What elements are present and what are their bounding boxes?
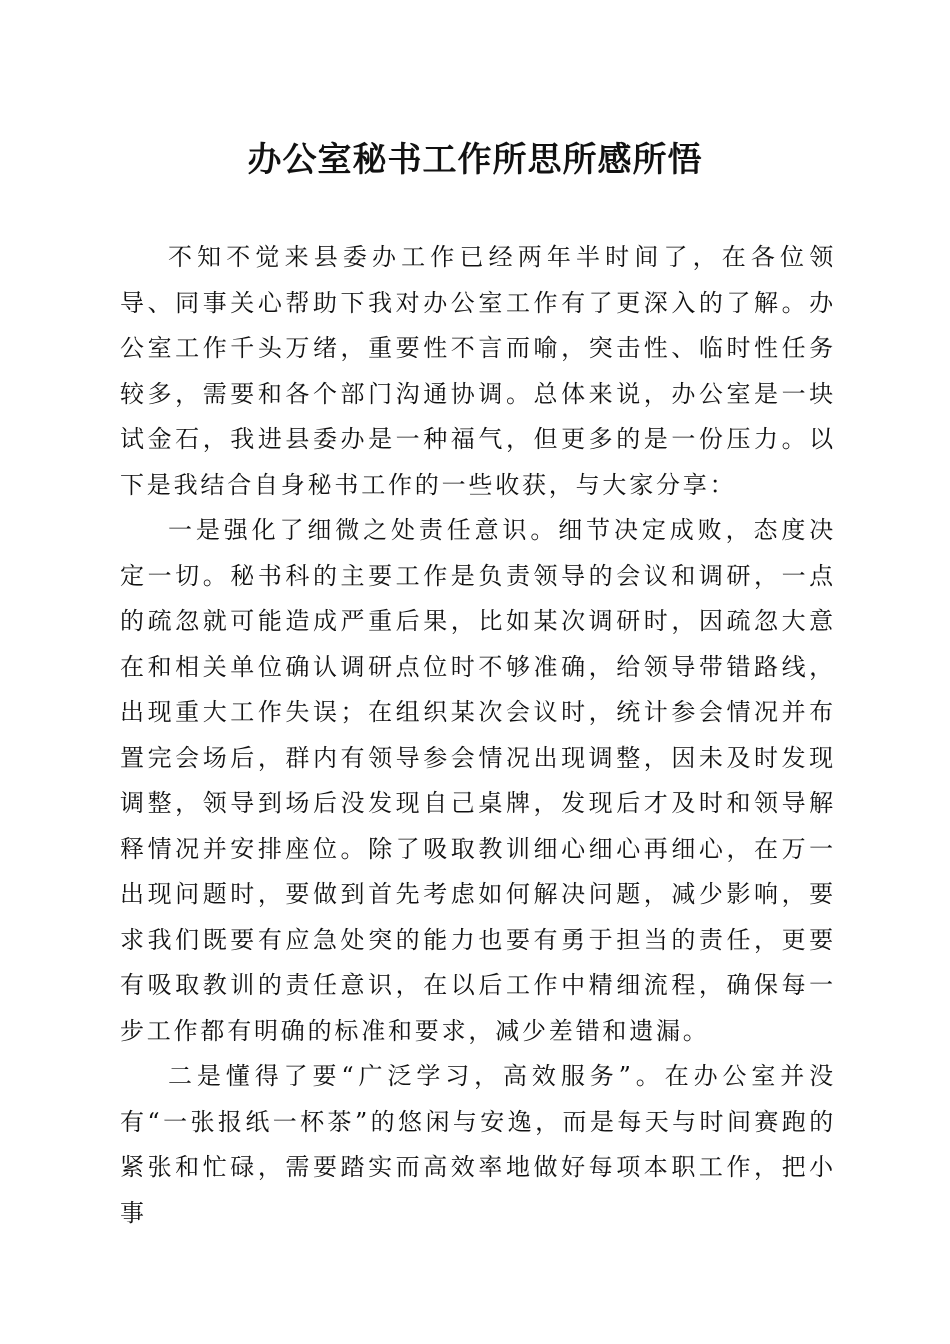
paragraph-text: 细节决定成败，态度决定一切。秘书科的主要工作是负责领导的会议和调研，一点的疏忽就可能造成严重后果，比如某次调研时，因疏忽大意在和相关单位确认调研点位时不够准确，给领导带错路线，出现重大工作失误；在组织某次会议时，统计参会情况并布置完会场后，群内有领导参会情况出现调整，因未及时发现调整，领导到场后没发现自己桌牌，发现后才及时和领导解释情况并安排座位。除了吸取教训细心细心再细心，在万一出现问题时，要做到首先考虑如何解决问题，减少影响，要求我们既要有应急处突的能力也要有勇于担当的责任，更要有吸取教训的责任意识，在以后工作中精细流程，确保每一步工作都有明确的标准和要求，减少差错和遗漏。: [120, 516, 836, 1045]
paragraph-text: 不知不觉来县委办工作已经两年半时间了，在各位领导、同事关心帮助下我对办公室工作有了更深入的了解。办公室工作千头万绪，重要性不言而喻，突击性、临时性任务较多，需要和各个部门沟通协调。总体来说，办公室是一块试金石，我进县委办是一种福气，但更多的是一份压力。以下是我结合自身秘书工作的一些收获，与大家分享：: [120, 243, 836, 499]
paragraph-intro: [120, 235, 836, 508]
document-body: [120, 235, 836, 1236]
paragraph-text: 在办公室并没有“一张报纸一杯茶”的悠闲与安逸，而是每天与时间赛跑的紧张和忙碌，需要踏实而高效率地做好每项本职工作，把小事: [120, 1062, 836, 1227]
paragraph-lead: 二是懂得了要“广泛学习，高效服务”。: [168, 1062, 665, 1090]
paragraph-point-two: [120, 1054, 836, 1236]
paragraph-point-one: [120, 508, 836, 1054]
document-title: 办公室秘书工作所思所感所悟: [247, 140, 703, 180]
paragraph-lead: 一是强化了细微之处责任意识。: [168, 516, 559, 544]
